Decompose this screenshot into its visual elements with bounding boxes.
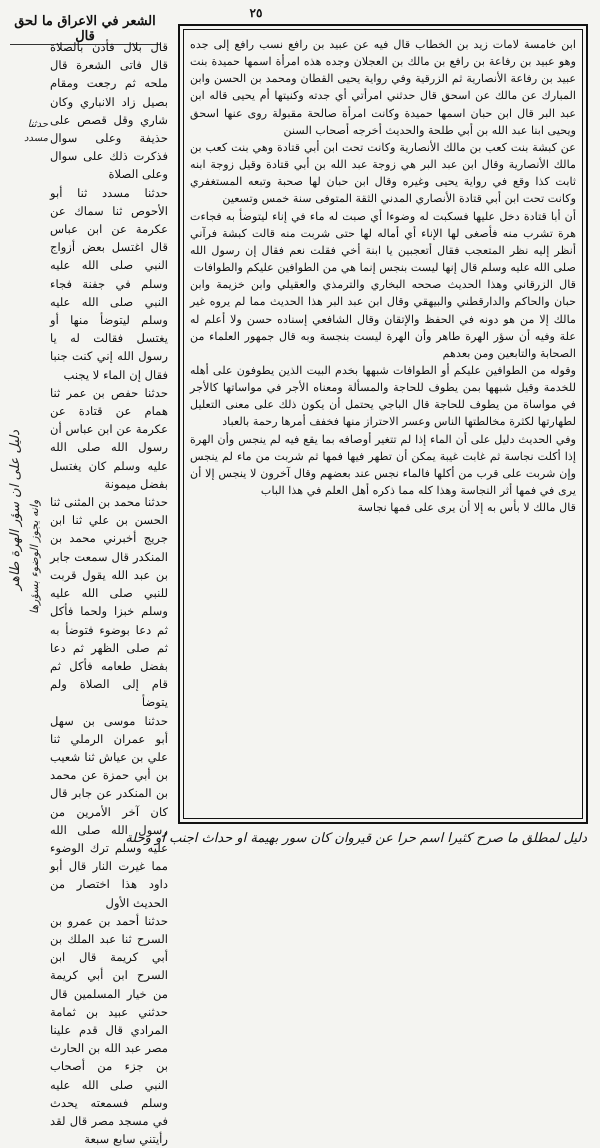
side-paragraph: حدثنا موسى بن سهل أبو عمران الرملي ثنا علي بن عياش ثنا شعيب بن أبي حمزة عن محمد بن المنكدر عن جابر قال كان آخر الأمرين من رسول الله صلى الله عليه وسلم ترك الوضوء مما غيرت النار قال أبو داود هذا اختصار من الحديث الأول	[50, 713, 168, 910]
main-paragraph: قال الزرقاني وهذا الحديث صححه البخاري والترمذي والعقيلي وابن خزيمة وابن حبان والحاكم والدارقطني والبيهقي وقال ابن عبد البر هذا الحديث مما لم يروه غير مالك إلا من هو دونه في الحفظ والإتقان وقال الشافعي إسناده حسن ولا أعلم له علة وفيه أن سؤر الهرة طاهر وأن الهرة ليست بنجسة وبه قال جمهور العلماء من الصحابة والتابعين ومن بعدهم	[190, 278, 576, 360]
handwritten-footer-note: دليل لمطلق ما صرح كثيرا اسم حرا عن قيروان كان سور بهيمة او حداث اجنب او وحلة	[125, 831, 587, 846]
main-paragraph: قال مالك لا بأس به إلا أن يرى على فمها نجاسة	[357, 501, 576, 515]
side-paragraph: حدثنا أحمد بن عمرو بن السرح ثنا عبد الملك بن أبي كريمة قال ابن السرح ابن أبي كريمة من خيار المسلمين قال حدثني عبيد بن ثمامة المرادي قال قدم علينا مصر عبد الله بن الحارث بن جزء من أصحاب النبي صلى الله عليه وسلم فسمعته يحدث في مسجد مصر قال لقد رأيتني سابع سبعة	[50, 913, 168, 1147]
main-commentary	[190, 36, 576, 814]
page-number: ٢٥	[249, 6, 263, 20]
side-paragraph: قال بلال فأذن بالصلاة قال فاتى الشعرة قال ملحه ثم رجعت ومقام بصيل زاد الانباري وكان شاري وقل قصص على حذيفة وعلى سوال فذكرت ذلك على سوال وعلى الصلاة	[50, 40, 168, 182]
side-paragraph: حدثنا محمد بن المثنى ثنا الحسن بن علي ثنا ابن جريج أخبرني محمد بن المنكدر قال سمعت جابر بن عبد الله يقول قربت للنبي صلى الله عليه وسلم خبزا ولحما فأكل ثم دعا بوضوء فتوضأ به ثم صلى الظهر ثم دعا بفضل طعامه فأكل ثم قام إلى الصلاة ولم يتوضأ	[50, 495, 168, 710]
handwritten-note-middle: وانه يجوز الوضوء بسؤرها	[28, 500, 41, 615]
side-paragraph: حدثنا مسدد ثنا أبو الأحوص ثنا سماك عن عكرمة عن ابن عباس قال اغتسل بعض أزواج النبي صلى الله عليه وسلم في جفنة فجاء النبي صلى الله عليه وسلم ليتوضأ منها أو يغتسل فقالت له يا رسول الله إني كنت جنبا فقال إن الماء لا يجنب	[50, 185, 168, 382]
main-paragraph: وقوله من الطوافين عليكم أو الطوافات شبهها بخدم البيت الذين يطوفون على أهله للخدمة وقيل شبهها بمن يطوف للحاجة والمسألة ومعناه الأجر في مواساتها كالأجر في مواساة من يطوف للحاجة قال الباجي يحتمل أن يكون ذلك على معنى التعليل لطهارتها لكثرة مخالطتها الناس وعسر الاحتراز منها فخفف أمرها رحمة بالعباد	[190, 363, 576, 429]
handwritten-note-vertical: دليل على ان سؤر الهرة طاهر	[8, 430, 23, 591]
side-paragraph: حدثنا حفص بن عمر ثنا همام عن قتادة عن عكرمة عن ابن عباس أن رسول الله صلى الله عليه وسلم كان يغتسل بفضل ميمونة	[50, 385, 168, 491]
side-column-text	[50, 38, 168, 1147]
main-paragraph: وفي الحديث دليل على أن الماء إذا لم تتغير أوصافه بما يقع فيه لم ينجس وأن الهرة إذا أكلت نجاسة ثم غابت غيبة يمكن أن تطهر فيها فمها ثم شربت من ماء لم ينجس وإن شربت على قرب من أكلها فالماء نجس عند بعضهم وقال آخرون لا ينجس إلا أن يرى في فمها أثر النجاسة وهذا كله مما ذكره أهل العلم في هذا الباب	[190, 432, 576, 498]
main-paragraph: أن أبا قتادة دخل عليها فسكبت له وضوءا أي صبت له ماء في إناء ليتوضأ به فجاءت هرة تشرب منه فأصغى لها الإناء أي أماله لها حتى شربت منه قالت كبشة فرآني أنظر إليه نظر المتعجب فقال أتعجبين يا ابنة أخي فقلت نعم فقال إن رسول الله صلى الله عليه وسلم قال إنها ليست بنجس إنما هي من الطوافين عليكم والطوافات	[190, 209, 576, 275]
main-text-frame	[178, 24, 588, 824]
main-paragraph: عن كبشة بنت كعب بن مالك الأنصارية وكانت تحت ابن أبي قتادة وهي بنت كعب بن مالك الأنصارية وقال ابن عبد البر هي زوجة عبد الله بن أبي قتادة وقيل زوجة ابنه ثابت كذا وقع في رواية يحيى وغيره وقال ابن حبان لها صحبة وتبعه المستغفري وكانت تحت ابن أبي قتادة الأنصاري المدني الثقة المتوفى سنة خمس وتسعين	[190, 140, 576, 206]
main-paragraph: ابن خامسة لامات زيد بن الخطاب قال فيه عن عبيد بن رافع نسب رافع إلى جده وهو عبيد بن رفاعة بن رافع بن مالك بن العجلان وجده هذه امرأة اسمها حميدة بنت عبيد بن رفاعة الأنصارية ثم الزرقية وفي رواية يحيى القطان ومحمد بن الحسن وابن المبارك عن مالك عن اسحق قال حدثني امرأتي أي جدته وكنيتها أم يحيى قاله ابن عبد البر قال ابن حبان اسمها حميدة وكانت امرأة صالحة مقبولة روى عنها اسحق ويحيى ابنا عبد الله بن أبي طلحة والحديث أخرجه أصحاب السنن	[190, 38, 576, 137]
main-text-inner-frame	[183, 29, 583, 819]
handwritten-note-top: حدثنا مسدد	[24, 119, 48, 144]
margin-heading: الشعر في الاعراق ما لحق قال	[10, 14, 160, 45]
